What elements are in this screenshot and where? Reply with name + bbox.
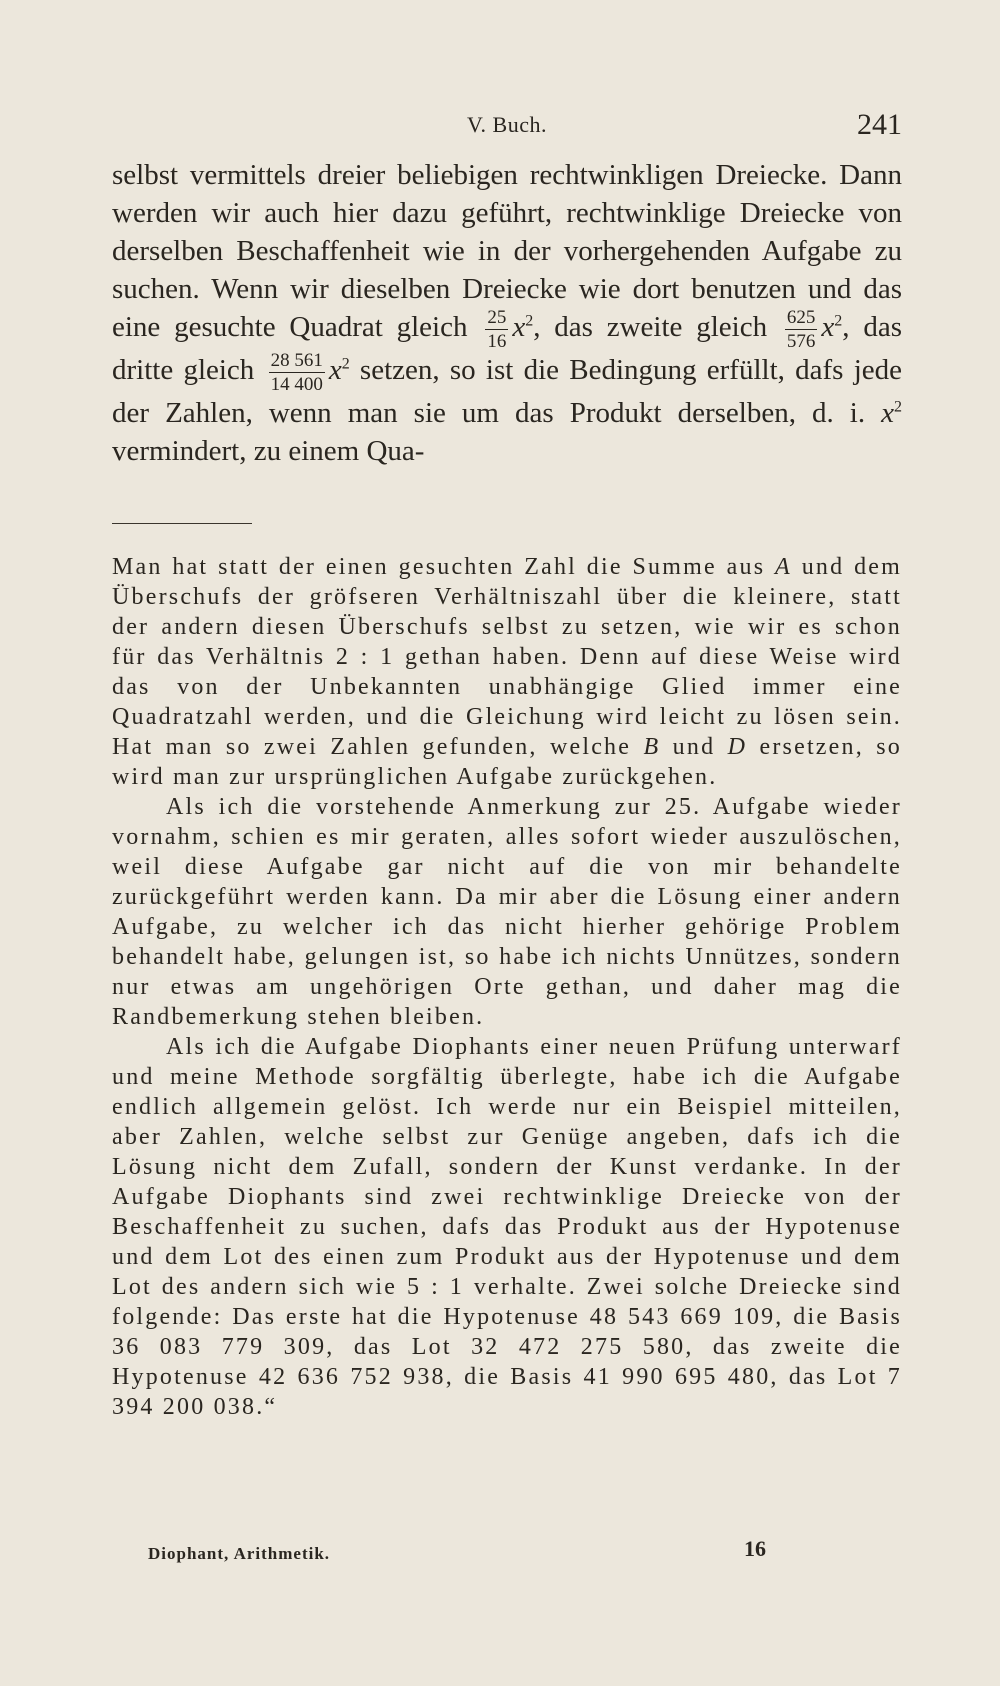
fraction [785, 308, 818, 351]
fraction-numerator: 25 [487, 307, 507, 328]
main-paragraph [112, 156, 902, 470]
variable-a: A [775, 554, 792, 580]
signature-number: 16 [744, 1536, 766, 1561]
text-segment: ersetzen, so wird man zur ursprünglichen Aufgabe zurückgehen. [112, 734, 902, 790]
text-segment: vermindert, zu einem Qua- [112, 435, 425, 467]
exponent: 2 [834, 312, 843, 330]
chapter-title: V. Buch. [467, 112, 547, 137]
footnote-paragraph: Als ich die vorstehende Anmerkung zur 25. Aufgabe wieder vornahm, schien es mir geraten, alles sofort wieder auszulöschen, weil diese Aufgabe gar nicht auf die von mir behandelte zurückgeführt werden kann. Da mir aber die Lösung einer andern Aufgabe, zu welcher ich das nicht hierher gehörige Problem behandelt habe, gelungen ist, so habe ich nichts Unnützes, sondern nur etwas am ungehörigen Orte gethan, und daher mag die Randbemerkung stehen bleiben. [112, 794, 902, 1030]
text-segment: , das zweite gleich [533, 311, 768, 344]
variable-x: x [328, 354, 342, 387]
exponent: 2 [894, 398, 903, 416]
fraction-denominator: 14 400 [270, 374, 323, 395]
exponent: 2 [525, 312, 534, 330]
text-segment: , das dritte gleich [112, 311, 903, 387]
variable-d: D [727, 734, 748, 760]
signature-mark: Diophant, Arithmetik. [148, 1544, 331, 1563]
text-segment: Man hat statt der einen gesuchten Zahl die Summe aus [112, 554, 766, 580]
fraction-numerator: 28 561 [270, 350, 323, 371]
variable-x: x [821, 311, 835, 344]
text-segment: setzen, so ist die Bedingung erfüllt, dafs jede der Zahlen, wenn man sie um das Produkt derselben, d. i. [112, 354, 902, 429]
footnote-block [112, 552, 902, 1422]
footnote-paragraph: Als ich die Aufgabe Diophants einer neuen Prüfung unterwarf und meine Methode sorgfältig überlegte, habe ich die Aufgabe endlich allgemein gelöst. Ich werde nur ein Beispiel mitteilen, aber Zahlen, welche selbst zur Genüge angeben, dafs ich die Lösung nicht dem Zufall, sondern der Kunst verdanke. In der Aufgabe Diophants sind zwei rechtwinklige Dreiecke von der Beschaffenheit zu suchen, dafs das Produkt aus der Hypotenuse und dem Lot des einen zum Produkt aus der Hypotenuse und dem Lot des andern sich wie 5 : 1 verhalte. Zwei solche Dreiecke sind folgende: Das erste hat die Hypotenuse 48 543 669 109, die Basis 36 083 779 309, das Lot 32 472 275 580, das zweite die Hypotenuse 42 636 752 938, die Basis 41 990 695 480, das Lot 7 394 200 038.“ [112, 1034, 902, 1420]
fraction-denominator: 16 [487, 331, 507, 352]
fraction [485, 308, 508, 351]
page-number: 241 [857, 108, 902, 141]
exponent: 2 [341, 355, 350, 373]
main-text [112, 156, 902, 470]
running-header [112, 108, 902, 148]
fraction-numerator: 625 [786, 307, 816, 328]
text-segment: und dem Überschufs der gröfseren Verhältniszahl über die kleinere, statt der andern diesen Überschufs selbst zu setzen, wie wir es schon für das Verhältnis 2 : 1 gethan haben. Denn auf diese Weise wird das von der Unbekannten unabhängige Glied immer eine Quadratzahl werden, und die Gleichung wird leicht zu lösen sein. Hat man so zwei Zahlen gefunden, welche [112, 554, 903, 760]
fraction-denominator: 576 [786, 331, 816, 352]
text-segment: selbst vermittels dreier beliebigen rechtwinkligen Dreiecke. Dann werden wir auch hier dazu geführt, rechtwinklige Dreiecke von derselben Beschaffenheit wie in der vorhergehenden Aufgabe zu suchen. Wenn wir dieselben Dreiecke wie dort benutzen und das eine gesuchte Quadrat gleich [112, 159, 902, 344]
fraction [269, 351, 325, 394]
footnote-paragraph [112, 552, 902, 792]
variable-x: x [512, 311, 526, 344]
footnote-divider [112, 523, 252, 524]
text-segment: und [660, 734, 716, 760]
variable-b: B [643, 734, 661, 760]
variable-x: x [881, 397, 895, 429]
